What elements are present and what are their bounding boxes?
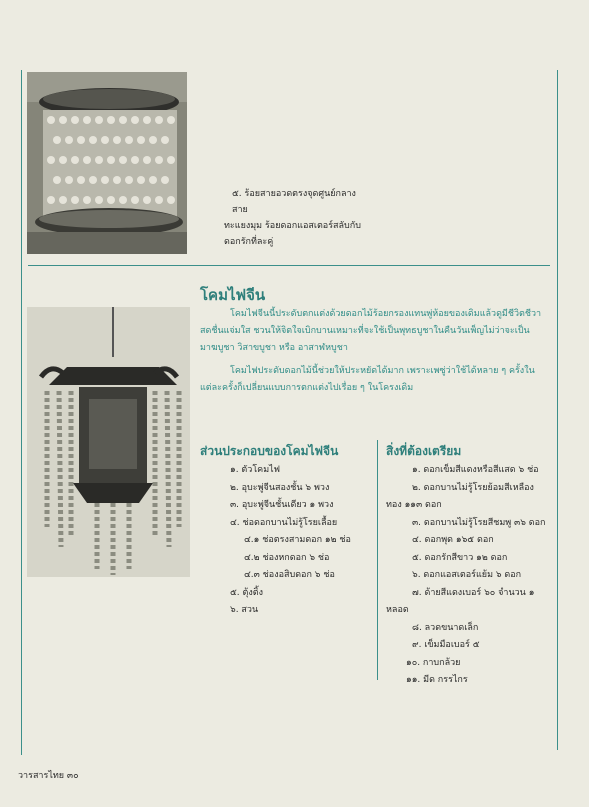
caption-line: ๕. ร้อยสายอวดตรงจุดศูนย์กลางสาย — [232, 189, 356, 215]
list-item: ๑๐. กาบกล้วย — [406, 657, 461, 668]
list-item: ๔.๑ ช่อตรงสามดอก ๑๒ ช่อ — [244, 535, 351, 545]
list-item: ๕. ตุ้งติ้ง — [230, 587, 264, 598]
chinese-lantern-photo — [27, 307, 190, 577]
materials-heading: สิ่งที่ต้องเตรียม — [386, 444, 462, 458]
list-item: ๖. ดอกแอสเตอร์แย้ม ๖ ดอก — [412, 570, 522, 580]
left-margin-rule — [21, 70, 22, 755]
list-item: ๒. ดอกบานไม่รู้โรยย้อมสีเหลือง — [412, 482, 534, 493]
list-item: ๕. ดอกรักสีขาว ๑๒ ดอก — [412, 552, 508, 563]
intro-paragraph-1: โคมไฟจีนนี้ประดับตกแต่งด้วยดอกไม้ร้อยกรองแทนพู่ห้อยของเดิมแล้วดูมีชีวิตชีวาสดชื่นแจ่มใส ชวนให้จิตใจเบิกบานเหมาะที่จะใช้เป็นพุทธบูชาในคืนวันเพ็ญไม่ว่าจะเป็นมาฆบูชา วิสาขบูชา หรือ อาสาฬหบูชา — [200, 309, 542, 353]
article-intro — [200, 306, 546, 403]
list-item: ๑. ตัวโคมไฟ — [230, 465, 281, 475]
list-item: ทอง ๑๑๓ ดอก — [386, 500, 442, 510]
list-item: ๔.๒ ช่องหกดอก ๖ ช่อ — [244, 552, 330, 563]
list-item: ๔. ช่อดอกบานไม่รู้โรยเลื้อย — [230, 517, 338, 528]
list-item: ๑. ดอกเข็มสีแดงหรือสีแสด ๖ ช่อ — [412, 465, 539, 475]
list-item: ๔. ดอกพุด ๑๖๕ ดอก — [412, 535, 494, 545]
list-item: ๒. อุบะพู่จีนสองชั้น ๖ พวง — [230, 482, 330, 493]
list-item: ๗. ด้ายสีแดงเบอร์ ๖๐ จำนวน ๑ — [412, 587, 535, 598]
list-item: ๖. สวน — [230, 605, 259, 615]
list-item: ๙. เข็มมือเบอร์ ๕ — [412, 640, 480, 650]
column-divider-rule — [377, 440, 378, 680]
parts-list — [200, 462, 372, 620]
parts-heading: ส่วนประกอบของโคมไฟจีน — [200, 444, 339, 458]
section-divider-rule — [28, 265, 550, 266]
right-margin-rule — [557, 70, 558, 750]
list-item: ๓. ดอกบานไม่รู้โรยสีชมพู ๓๖ ดอก — [412, 517, 546, 528]
lantern-top-photo — [27, 72, 187, 254]
list-item: หลอด — [386, 605, 409, 615]
materials-list — [386, 462, 552, 690]
top-photo-caption — [224, 186, 364, 250]
list-item: ๑๑. มีด กรรไกร — [406, 675, 468, 685]
list-item: ๔.๓ ช่องอสิบดอก ๖ ช่อ — [244, 570, 335, 580]
article-title: โคมไฟจีน — [200, 286, 266, 304]
caption-line: ทะแยงมุม ร้อยดอกแอสเตอร์สลับกับ — [224, 221, 361, 231]
list-item: ๘. ลวดขนาดเล็ก — [412, 622, 479, 633]
caption-line: ดอกรักที่ละคู่ — [224, 237, 274, 247]
intro-paragraph-2: โคมไฟประดับดอกไม้นี้ช่วยให้ประหยัดได้มาก เพราะเพซู่ว่าใช้ได้หลาย ๆ ครั้งในแต่ละครั้งก็เปลี่ยนแบบการตกแต่งไปเรื่อย ๆ ในโครงเดิม — [200, 366, 535, 393]
page-folio: วารสารไทย ๓๐ — [18, 771, 79, 781]
list-item: ๓. อุบะพู่จีนชั้นเดียว ๑ พวง — [230, 500, 334, 510]
